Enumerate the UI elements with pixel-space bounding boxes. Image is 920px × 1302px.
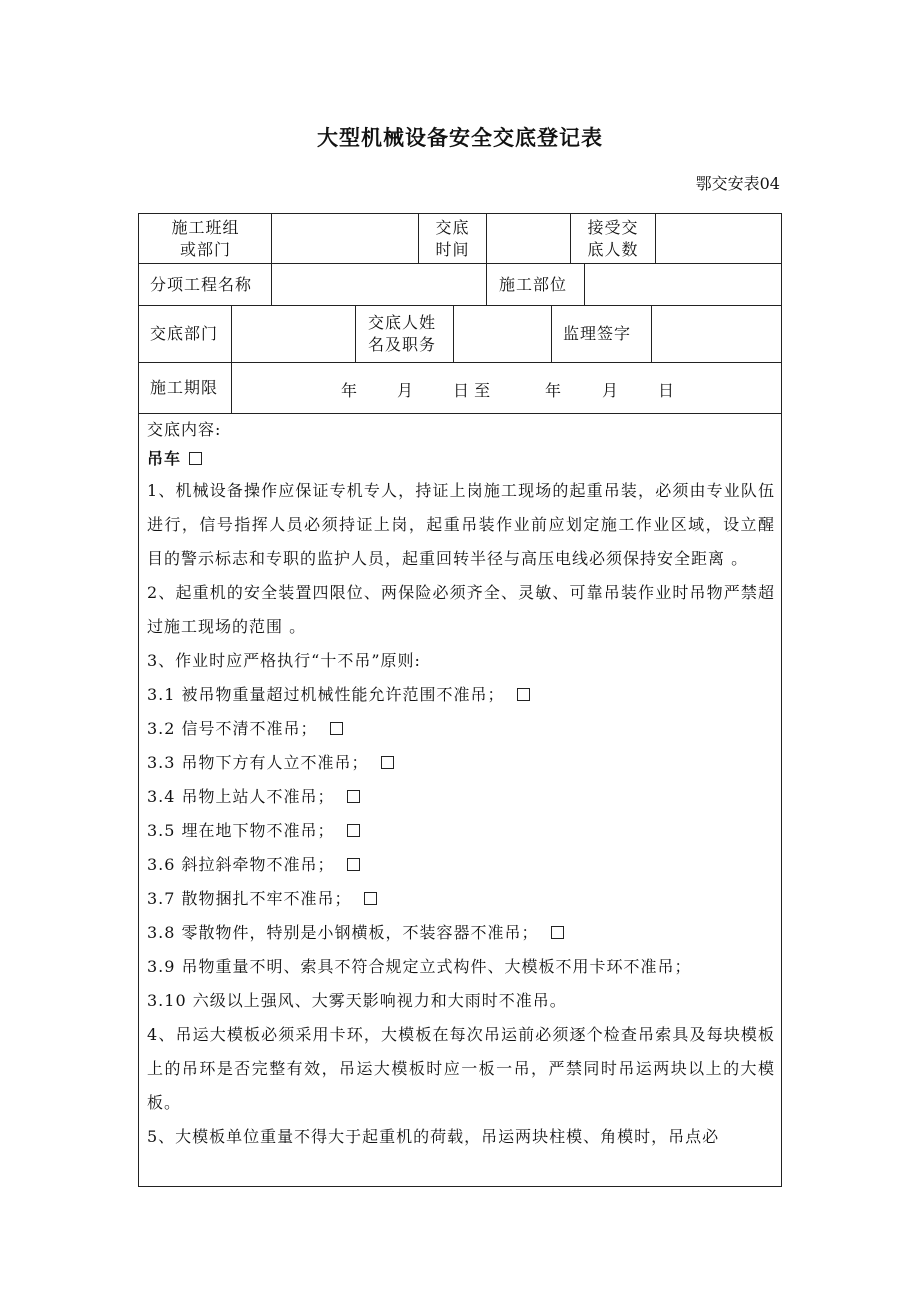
dept-field[interactable] (232, 306, 355, 362)
list-item (147, 1018, 775, 1120)
item-text: 3.9 吊物重量不明、索具不符合规定立式构件、大模板不用卡环不准吊； (147, 957, 692, 976)
list-item (147, 712, 775, 746)
col-divider (551, 305, 552, 363)
end-day-label: 日 (658, 381, 675, 400)
row-divider (138, 413, 782, 414)
section-title: 吊车 (147, 449, 182, 468)
list-item (147, 882, 775, 916)
item-checkbox[interactable] (381, 756, 394, 769)
item-checkbox[interactable] (347, 790, 360, 803)
team-field[interactable] (272, 214, 418, 263)
list-item (147, 746, 775, 780)
supervisor-label: 监理签字 (563, 324, 632, 343)
list-item (147, 678, 775, 712)
content-label: 交底内容: (147, 420, 222, 439)
section-heading (147, 444, 775, 474)
team-label: 施工班组 或部门 (171, 218, 240, 259)
item-checkbox[interactable] (551, 926, 564, 939)
item-text: 3.7 散物捆扎不牢不准吊； (147, 889, 352, 908)
list-item (147, 814, 775, 848)
dept-label: 交底部门 (150, 324, 219, 343)
item-text: 3.6 斜拉斜牵物不准吊； (147, 855, 335, 874)
supervisor-field[interactable] (652, 306, 781, 362)
start-year-label: 年 (341, 381, 358, 400)
start-month-label: 月 (397, 381, 414, 400)
list-item (147, 916, 775, 950)
time-label: 交底 时间 (435, 218, 470, 259)
row-divider (138, 362, 782, 363)
item-checkbox[interactable] (347, 858, 360, 871)
receivers-field[interactable] (656, 214, 781, 263)
list-item (147, 848, 775, 882)
item-text: 3、作业时应严格执行“十不吊”原则: (147, 651, 421, 670)
section-checkbox[interactable] (189, 452, 202, 465)
end-month-label: 月 (602, 381, 619, 400)
form-code: 鄂交安表04 (695, 174, 780, 193)
item-text: 3.8 零散物件，特别是小钢横板，不装容器不准吊； (147, 923, 539, 942)
list-item (147, 950, 775, 984)
start-day-to-label: 日 至 (453, 381, 491, 400)
list-item (147, 984, 775, 1018)
list-item (147, 474, 775, 576)
item-text: 3.4 吊物上站人不准吊； (147, 787, 335, 806)
subproject-field[interactable] (272, 264, 486, 305)
person-label: 交底人姓 名及职务 (368, 313, 437, 354)
list-item (147, 644, 775, 678)
end-year-label: 年 (545, 381, 562, 400)
list-item (147, 1120, 775, 1154)
receivers-label: 接受交 底人数 (587, 218, 639, 259)
subproject-label: 分项工程名称 (150, 275, 253, 294)
item-text: 4、吊运大模板必须采用卡环，大模板在每次吊运前必须逐个检查吊索具及每块模板上的吊环是否完整有效，吊运大模板时应一板一吊，严禁同时吊运两块以上的大模板。 (147, 1025, 775, 1112)
content-area (147, 416, 775, 1154)
item-checkbox[interactable] (517, 688, 530, 701)
item-text: 3.5 埋在地下物不准吊； (147, 821, 335, 840)
item-checkbox[interactable] (347, 824, 360, 837)
item-text: 3.1 被吊物重量超过机械性能允许范围不准吊； (147, 685, 505, 704)
list-item (147, 780, 775, 814)
period-label: 施工期限 (150, 378, 219, 397)
item-text: 5、大模板单位重量不得大于起重机的荷载，吊运两块柱模、角模时，吊点必 (147, 1127, 720, 1146)
col-divider (231, 362, 232, 414)
item-checkbox[interactable] (330, 722, 343, 735)
time-field[interactable] (487, 214, 570, 263)
item-text: 1、机械设备操作应保证专机专人，持证上岗施工现场的起重吊装，必须由专业队伍进行，信号指挥人员必须持证上岗，起重吊装作业前应划定施工作业区域，设立醒目的警示标志和专职的监护人员，起重回转半径与高压电线必须保持安全距离 。 (147, 481, 775, 568)
item-text: 3.3 吊物下方有人立不准吊； (147, 753, 369, 772)
item-checkbox[interactable] (364, 892, 377, 905)
location-label: 施工部位 (499, 275, 568, 294)
col-divider (486, 263, 487, 306)
location-field[interactable] (585, 264, 781, 305)
form-title: 大型机械设备安全交底登记表 (317, 125, 603, 150)
item-list (147, 474, 775, 1154)
item-text: 2、起重机的安全装置四限位、两保险必须齐全、灵敏、可靠吊装作业时吊物严禁超过施工现场的范围 。 (147, 583, 775, 636)
item-text: 3.10 六级以上强风、大雾天影响视力和大雨时不准吊。 (147, 991, 567, 1010)
item-text: 3.2 信号不清不准吊； (147, 719, 318, 738)
person-field[interactable] (454, 306, 551, 362)
col-divider (355, 305, 356, 363)
list-item (147, 576, 775, 644)
